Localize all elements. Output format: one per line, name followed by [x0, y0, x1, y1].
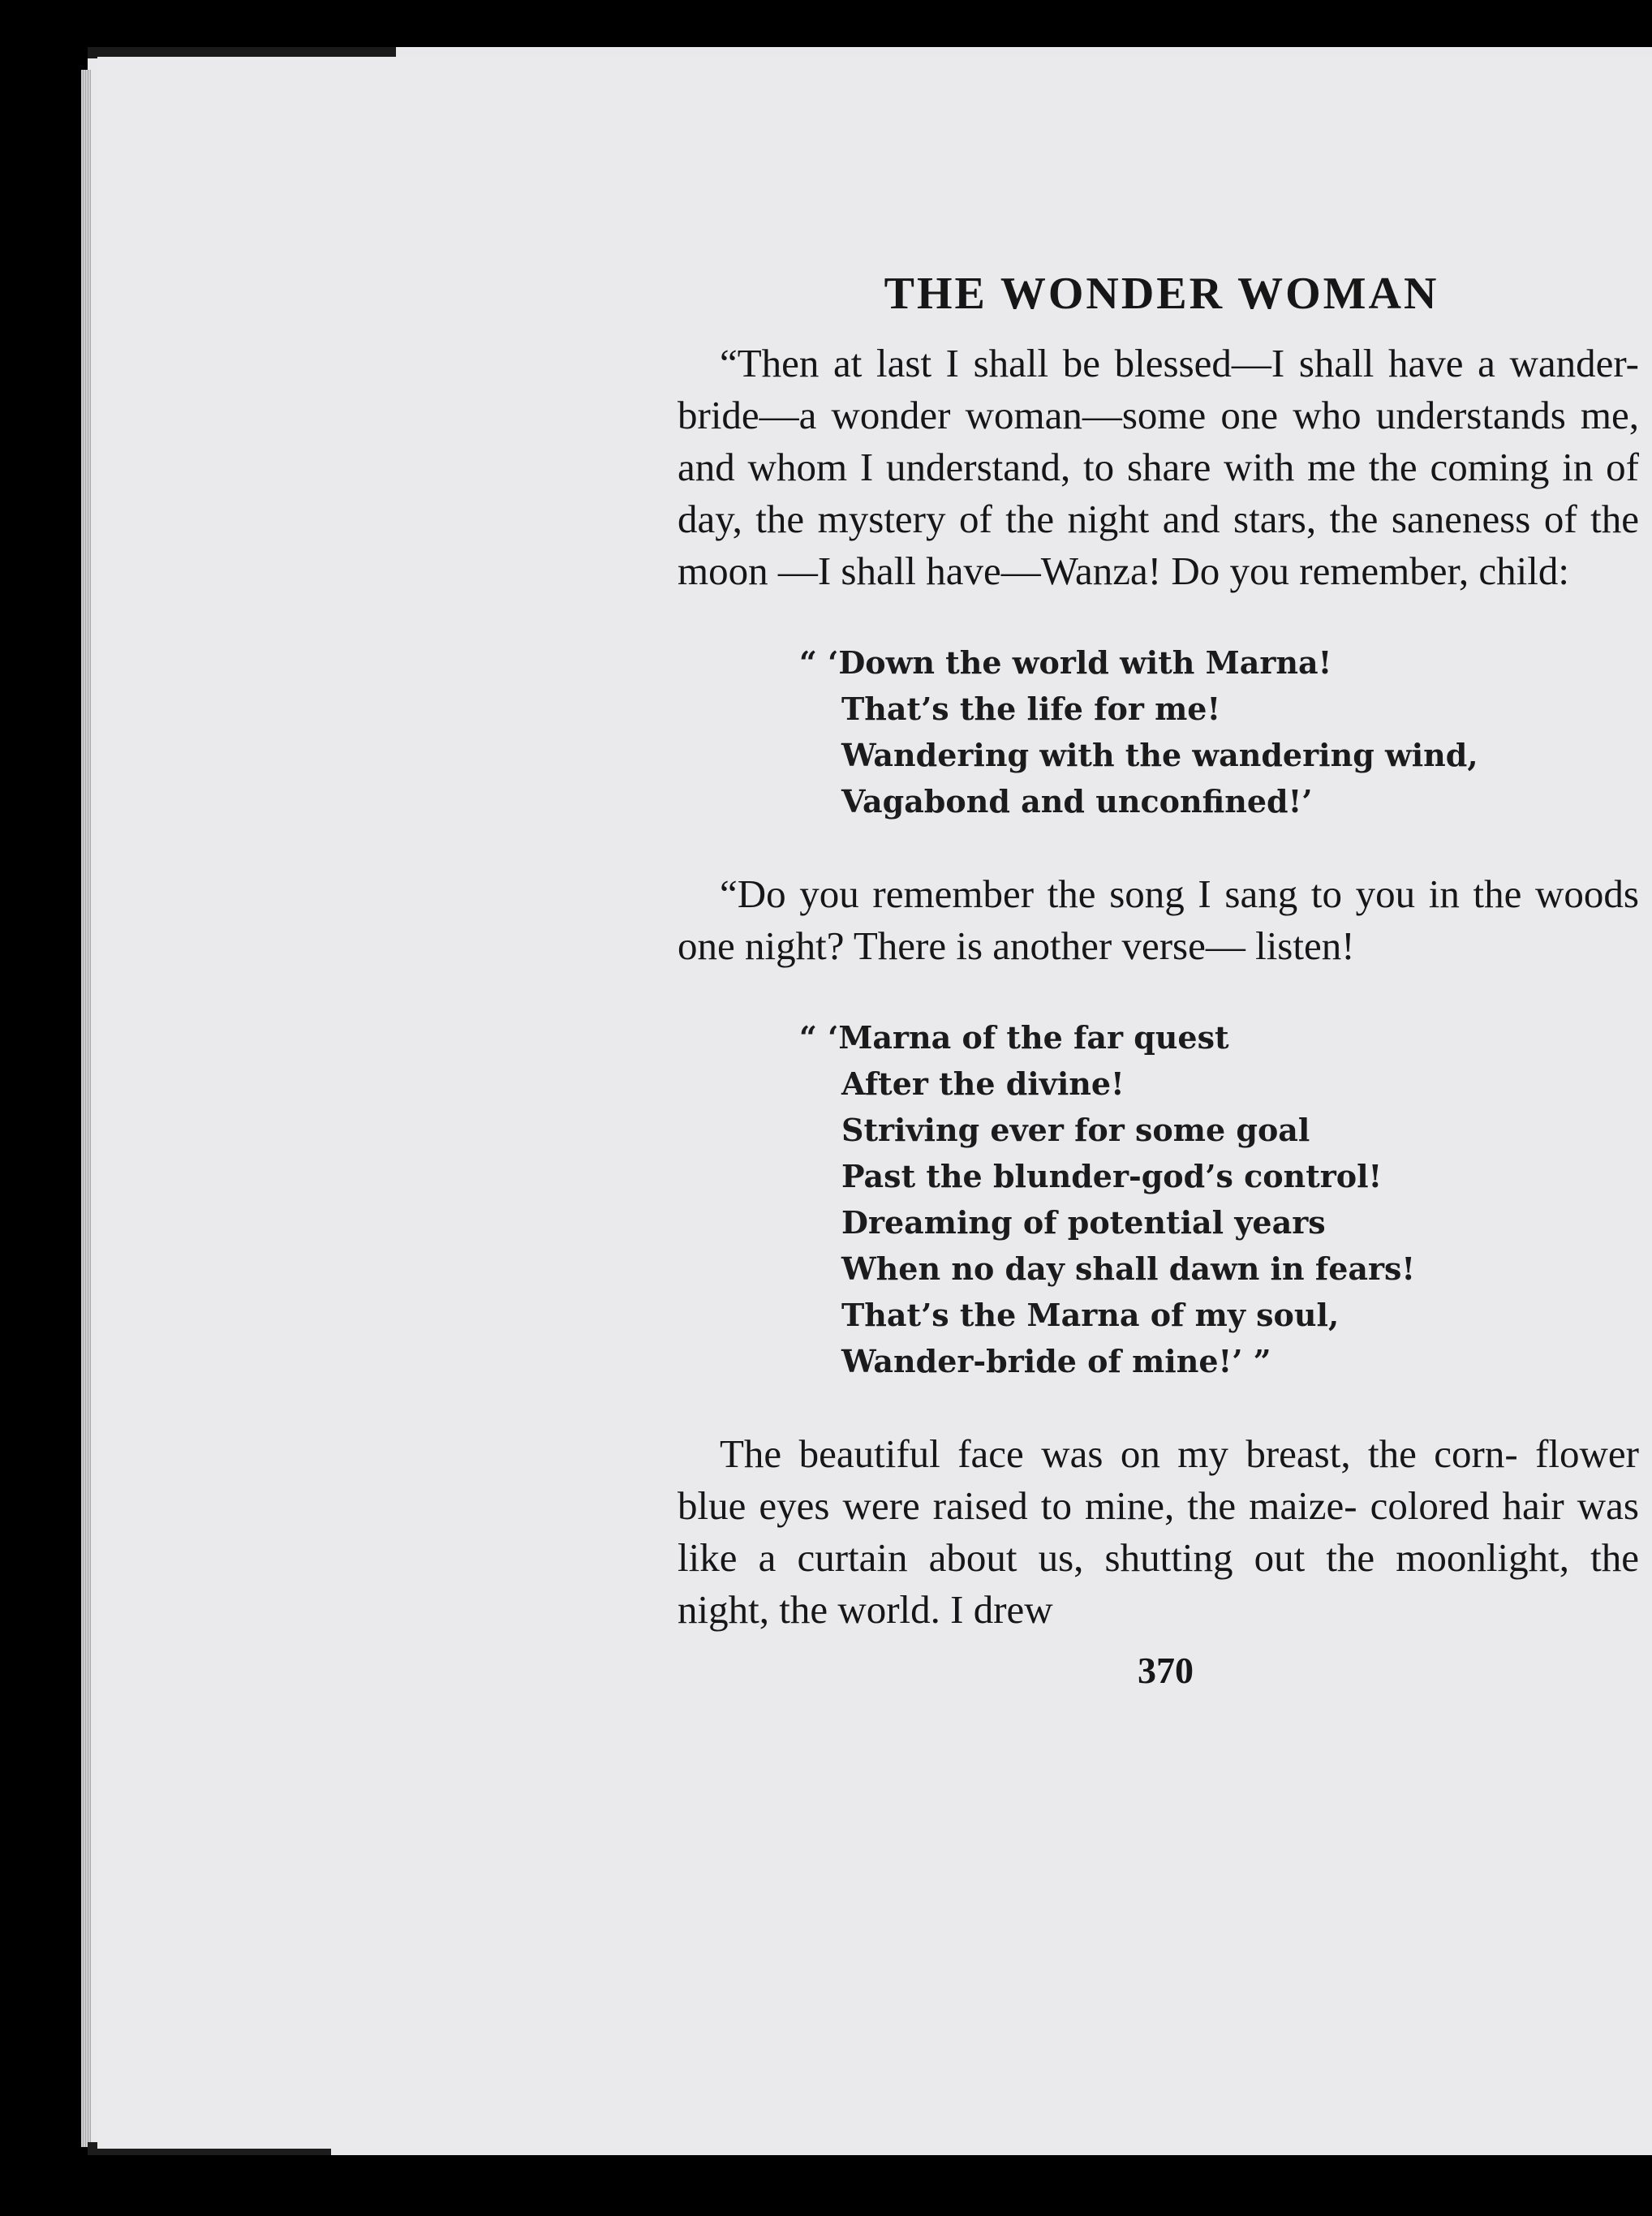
verse-line: Past the blunder-god’s control! [841, 1158, 1383, 1194]
verse-line: Striving ever for some goal [841, 1112, 1310, 1148]
verse-line: That’s the Marna of my soul, [841, 1297, 1340, 1333]
verse-block [799, 1014, 1639, 1384]
page-edge-leaves [81, 70, 91, 2147]
page-text-block [678, 268, 1639, 1692]
verse-line: “ ‘Down the world with Marna! [799, 644, 1332, 681]
verse-line: Vagabond and unconfined!’ [841, 783, 1313, 820]
page-number: 370 [1138, 1650, 1194, 1691]
verse-line: Wander-bride of mine!’ ” [841, 1343, 1271, 1379]
paragraph: “Do you remember the song I sang to you in the woods one night? There is another verse— listen! [678, 871, 1639, 968]
verse-line: “ ‘Marna of the far quest [799, 1019, 1229, 1056]
verse-line: Dreaming of potential years [841, 1204, 1326, 1241]
paragraph: “Then at last I shall be blessed—I shall have a wander-bride—a wonder woman—some one who understands me, and whom I understand, to share with me the coming in of day, the mystery of the night and stars, the saneness of the moon —I shall have—Wanza! Do you remember, child: [678, 341, 1639, 593]
verse-line: When no day shall dawn in fears! [841, 1250, 1416, 1287]
verse-block [799, 639, 1639, 824]
verse-line: That’s the life for me! [841, 691, 1221, 727]
paragraph: The beautiful face was on my breast, the corn- flower blue eyes were raised to mine, the maize- colored hair was like a curtain about us, shutting out the moonlight, the night, the world. I drew [678, 1431, 1639, 1632]
verse-line: After the divine! [841, 1065, 1125, 1102]
running-head: THE WONDER WOMAN [884, 269, 1439, 319]
verse-line: Wandering with the wandering wind, [841, 737, 1478, 773]
